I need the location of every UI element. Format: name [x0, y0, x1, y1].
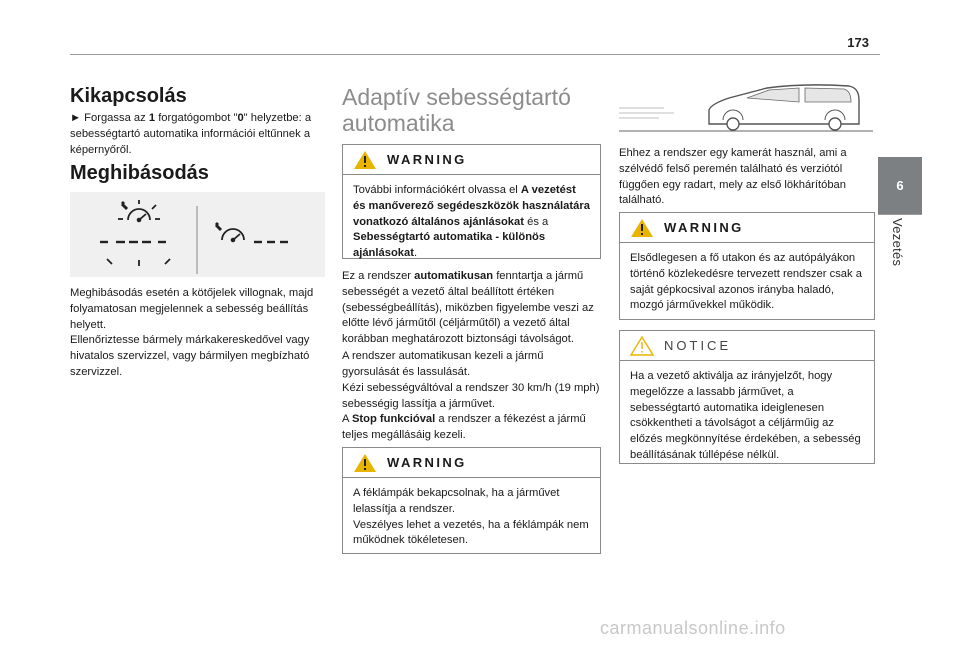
fault-display-illustration	[70, 192, 325, 277]
warning-box-2-header	[343, 448, 600, 478]
notice-triangle-icon	[630, 336, 654, 356]
system-description-text: Ehhez a rendszer egy kamerát használ, ami a szélvédő felső peremén található és verziótól függően egy radart, mely az első lökhárítóban található.	[619, 147, 847, 207]
chapter-tab-divider	[878, 214, 922, 215]
notice-box	[619, 330, 875, 464]
warning-box-3-text: Elsődlegesen a fő utakon és az autópályákon történő közlekedésre tervezett rendszer csak a saját gépkocsival azonos irányba haladó, mozgó járművekkel működik.	[630, 252, 862, 312]
warning-box-2-text: A féklámpák bekapcsolnak, ha a járművet lelassítja a rendszer. Veszélyes lehet a vezetés, ha a féklámpák nem működnek tökéletesen.	[353, 487, 589, 547]
heading-meghibasodas: Meghibásodás	[70, 162, 209, 184]
warning-box-1	[342, 144, 601, 259]
kikapcsolas-text: ► Forgassa az 1 forgatógombot "0" helyzetbe: a sebességtartó automatika információi eltűnnek a képernyőről.	[70, 112, 312, 156]
warning-box-1-header	[343, 145, 600, 175]
chapter-tab[interactable]	[878, 157, 922, 214]
acc-body-text-3: Kézi sebességváltóval a rendszer 30 km/h (19 mph) sebességig lassítja a járművet.	[342, 382, 600, 410]
warning-triangle-icon	[353, 150, 377, 170]
warning-triangle-icon	[353, 453, 377, 473]
warning-box-3-label: WARNING	[664, 220, 744, 235]
acc-body-text-2: A rendszer automatikusan kezeli a jármű gyorsulását és lassulását.	[342, 350, 544, 378]
meghibasodas-text-2: Ellenőriztesse bármely márkakereskedővel vagy hivatalos szervizzel, vagy bármilyen megbízható szervizzel.	[70, 334, 310, 378]
acc-body-text-4: A Stop funkcióval a rendszer a fékezést a jármű teljes megállásáig kezeli.	[342, 413, 586, 441]
notice-box-header	[620, 331, 874, 361]
warning-box-1-label: WARNING	[387, 152, 467, 167]
vehicle-sensor-illustration	[619, 80, 873, 134]
top-rule	[70, 54, 880, 55]
chapter-tab-number: 6	[896, 178, 904, 193]
notice-box-label: NOTICE	[664, 338, 732, 353]
warning-box-1-text: További információkért olvassa el A vezetést és manőverező segédeszközök használatára vonatkozó általános ajánlásokat és a Sebességtartó automatika - különös ajánlásokat.	[353, 184, 590, 260]
section-title: Adaptív sebességtartó automatika	[342, 84, 571, 136]
page-number: 173	[847, 35, 869, 50]
chapter-label: Vezetés	[890, 218, 905, 267]
warning-box-2-label: WARNING	[387, 455, 467, 470]
notice-box-text: Ha a vezető aktiválja az irányjelzőt, hogy megelőzze a lassabb járművet, a sebességtartó automatika ideiglenesen csökkentheti a távolságot a céljárműig az előzés megkönnyítése érdekében, a sebesség beállításának túllépése nélkül.	[630, 370, 861, 461]
warning-triangle-icon	[630, 218, 654, 238]
car-icon	[619, 80, 873, 134]
warning-box-3	[619, 212, 875, 320]
meghibasodas-text-1: Meghibásodás esetén a kötőjelek villognak, majd folyamatosan megjelennek a sebesség beállítás helyett.	[70, 287, 314, 331]
acc-body-text-1: Ez a rendszer automatikusan fenntartja a jármű sebességét a vezető által beállított értéken (sebességbeállítás), miközben figyelembe veszi az előtte lévő járműtől (céljárműtől) a vezető által korábban meghatározott biztonsági távolságot.	[342, 270, 594, 346]
warning-box-3-header	[620, 213, 874, 243]
heading-kikapcsolas: Kikapcsolás	[70, 85, 187, 107]
speed-dashes-icon	[70, 192, 325, 277]
watermark: carmanualsonline.info	[600, 618, 786, 638]
warning-box-2	[342, 447, 601, 554]
